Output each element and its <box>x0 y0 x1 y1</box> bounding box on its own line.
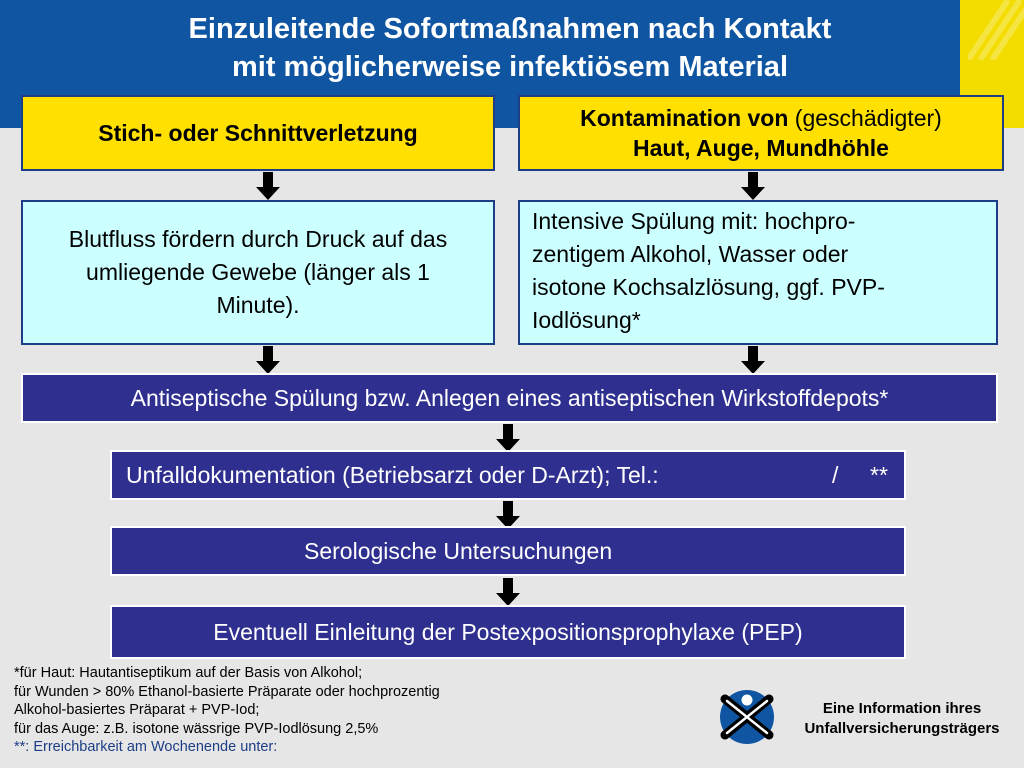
pep-text: Eventuell Einleitung der Postexpositionsprophylaxe (PEP) <box>213 618 803 645</box>
footnote-line-4: für das Auge: z.B. isotone wässrige PVP-Iodlösung 2,5% <box>14 720 379 737</box>
box-pep <box>110 605 906 659</box>
arrow-down-icon <box>496 424 520 452</box>
arrow-down-icon <box>496 501 520 529</box>
corner-pattern <box>968 0 1024 60</box>
footnote-line-3: Alkohol-basiertes Präparat + PVP-Iod; <box>14 702 260 718</box>
documentation-separator: / <box>832 461 839 488</box>
box-antiseptische-spuelung <box>21 373 998 423</box>
right-step-line-3: isotone Kochsalzlösung, ggf. PVP- <box>532 274 885 300</box>
arrow-down-icon <box>741 172 765 200</box>
box-kontamination <box>518 95 1004 171</box>
box-blutfluss <box>21 200 495 345</box>
arrow-down-icon <box>741 346 765 374</box>
info-line-2: Unfallversicherungsträgers <box>804 720 1000 737</box>
right-header-line-1: Kontamination von (geschädigter) <box>580 105 942 131</box>
arrow-down-icon <box>256 346 280 374</box>
right-header-line-2: Haut, Auge, Mundhöhle <box>633 135 889 161</box>
documentation-text: Unfalldokumentation (Betriebsarzt oder D-Arzt); Tel.: <box>126 461 659 488</box>
left-header-label: Stich- oder Schnittverletzung <box>98 120 418 146</box>
info-text <box>784 699 1020 739</box>
serology-text: Serologische Untersuchungen <box>304 537 613 564</box>
box-stich-schnitt <box>21 95 495 171</box>
footnote-line-2: für Wunden > 80% Ethanol-basierte Präparate oder hochprozentig <box>14 683 440 700</box>
box-unfalldokumentation <box>110 450 906 500</box>
right-step-line-4: Iodlösung* <box>532 307 641 333</box>
antiseptic-text: Antiseptische Spülung bzw. Anlegen eines antiseptischen Wirkstoffdepots* <box>130 384 889 411</box>
right-step-line-2: zentigem Alkohol, Wasser oder <box>532 241 849 267</box>
footnote-line-5: **: Erreichbarkeit am Wochenende unter: <box>14 739 278 755</box>
footnote-line-1: *für Haut: Hautantiseptikum auf der Basis von Alkohol; <box>14 665 363 681</box>
accident-insurance-logo-icon <box>719 689 775 745</box>
title-line-1: Einzuleitende Sofortmaßnahmen nach Kontakt <box>188 13 832 45</box>
info-line-1: Eine Information ihres <box>822 700 982 717</box>
arrow-down-icon <box>496 578 520 606</box>
left-step-text: Blutfluss fördern durch Druck auf das umliegende Gewebe (länger als 1 Minute). <box>68 226 448 318</box>
documentation-footnote-mark: ** <box>870 461 888 488</box>
page-title <box>60 10 960 86</box>
arrow-down-icon <box>256 172 280 200</box>
right-step-line-1: Intensive Spülung mit: hochpro- <box>532 208 856 234</box>
footnotes <box>14 664 574 757</box>
box-serologische-untersuchungen <box>110 526 906 576</box>
box-intensive-spuelung <box>518 200 998 345</box>
title-line-2: mit möglicherweise infektiösem Material <box>231 51 788 83</box>
